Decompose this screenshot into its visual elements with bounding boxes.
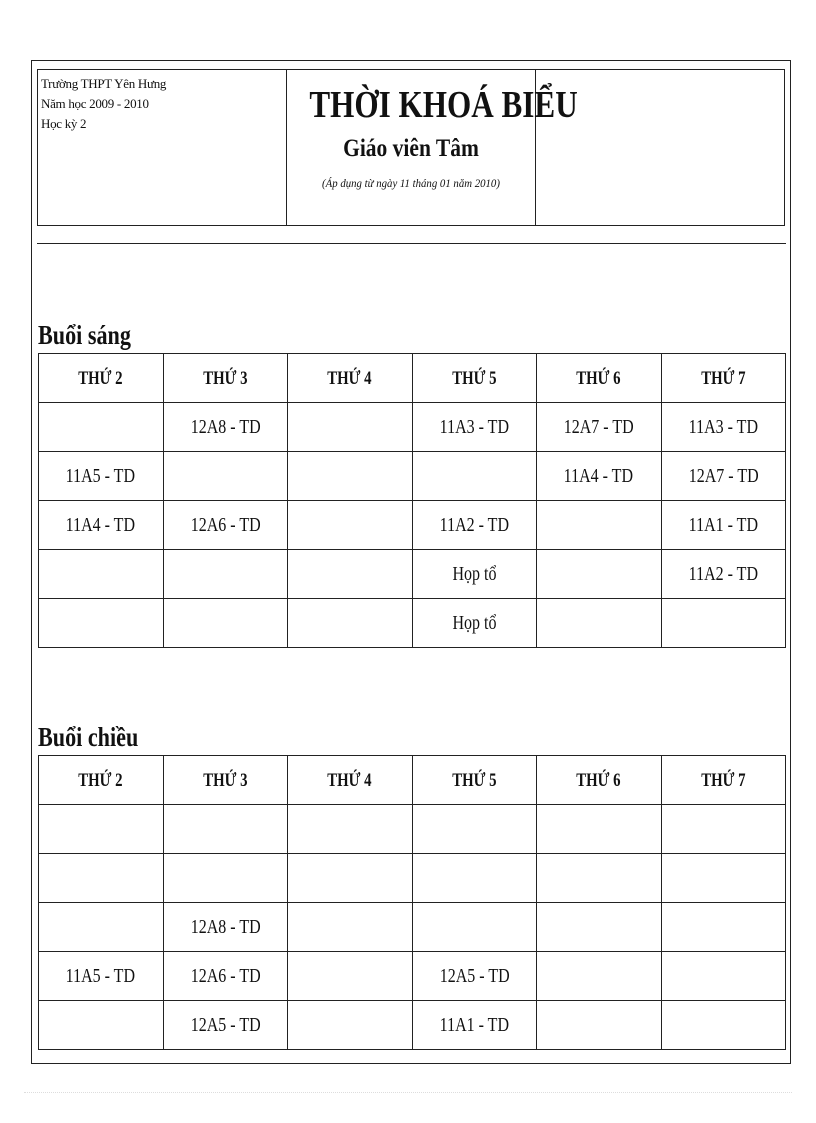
class-entry: 11A5 - TD [66,964,136,987]
schedule-cell [661,903,786,952]
class-entry: 11A4 - TD [564,464,634,487]
class-entry: 11A1 - TD [439,1013,509,1036]
table-row [39,501,786,550]
schedule-cell [661,550,786,599]
schedule-cell [537,452,662,501]
schedule-cell [661,501,786,550]
header-box [37,69,785,226]
schedule-cell [163,952,288,1001]
schedule-cell [537,501,662,550]
school-info [38,70,287,225]
schedule-cell [661,599,786,648]
schedule-cell [412,903,537,952]
class-entry: 12A8 - TD [190,415,261,438]
footer-line [24,1092,792,1093]
class-entry: 11A4 - TD [66,513,136,536]
table-row [39,599,786,648]
schedule-cell [163,805,288,854]
day-header [537,354,662,403]
class-entry: 11A2 - TD [688,562,758,585]
schedule-cell [412,952,537,1001]
semester: Học kỳ 2 [41,116,87,131]
class-entry: 12A7 - TD [688,464,759,487]
morning-label: Buổi sáng [38,320,131,350]
schedule-cell [661,452,786,501]
table-row [39,550,786,599]
page-title: THỜI KHOÁ BIỂU [309,84,578,126]
table-row [39,403,786,452]
header-divider [37,243,786,244]
table-header-row [39,756,786,805]
afternoon-label: Buổi chiều [38,722,139,752]
schedule-cell [163,1001,288,1050]
schedule-cell [537,1001,662,1050]
class-entry: 12A6 - TD [190,964,261,987]
schedule-cell [39,599,164,648]
schedule-cell [39,952,164,1001]
day-header [537,756,662,805]
schedule-cell [537,952,662,1001]
schedule-cell [288,854,413,903]
schedule-cell [163,854,288,903]
title-block [287,70,578,225]
day-header-label: THỨ 5 [452,769,497,791]
schedule-cell [412,805,537,854]
day-header-label: THỨ 6 [576,367,621,389]
table-header-row [39,354,786,403]
schedule-cell [412,550,537,599]
day-header-label: THỨ 3 [203,367,248,389]
teacher-name: Giáo viên Tâm [343,135,479,162]
schedule-cell [163,550,288,599]
day-header [661,354,786,403]
day-header-label: THỨ 7 [701,367,746,389]
class-entry: 11A2 - TD [439,513,509,536]
schedule-cell [537,599,662,648]
schedule-cell [39,903,164,952]
schedule-cell [412,854,537,903]
day-header [39,756,164,805]
day-header-label: THỨ 7 [701,769,746,791]
class-entry: Họp tổ [452,611,497,634]
day-header-label: THỨ 4 [327,769,372,791]
schedule-cell [163,599,288,648]
table-row [39,903,786,952]
class-entry: Họp tổ [452,562,497,585]
schedule-cell [661,854,786,903]
schedule-cell [288,805,413,854]
schedule-cell [39,403,164,452]
schedule-cell [288,501,413,550]
schedule-cell [288,599,413,648]
class-entry: 12A5 - TD [439,964,510,987]
schedule-cell [39,452,164,501]
table-row [39,952,786,1001]
class-entry: 11A1 - TD [688,513,758,536]
schedule-cell [661,805,786,854]
schedule-cell [39,501,164,550]
schedule-cell [39,854,164,903]
day-header [39,354,164,403]
schedule-cell [288,403,413,452]
class-entry: 11A3 - TD [688,415,758,438]
morning-schedule-table [38,353,786,648]
schedule-cell [288,550,413,599]
schedule-cell [412,452,537,501]
schedule-cell [39,805,164,854]
schedule-cell [412,599,537,648]
schedule-cell [39,550,164,599]
day-header [412,354,537,403]
class-entry: 12A5 - TD [190,1013,261,1036]
schedule-cell [163,501,288,550]
day-header-label: THỨ 2 [78,769,123,791]
schedule-cell [537,550,662,599]
day-header [661,756,786,805]
schedule-cell [412,501,537,550]
day-header-label: THỨ 2 [78,367,123,389]
day-header [288,354,413,403]
afternoon-schedule-table [38,755,786,1050]
day-header [163,756,288,805]
day-header-label: THỨ 6 [576,769,621,791]
day-header [163,354,288,403]
schedule-cell [288,1001,413,1050]
schedule-cell [288,952,413,1001]
schedule-cell [39,1001,164,1050]
day-header [288,756,413,805]
schedule-cell [537,854,662,903]
class-entry: 11A3 - TD [439,415,509,438]
table-row [39,452,786,501]
schedule-cell [661,403,786,452]
schedule-cell [537,903,662,952]
schedule-cell [288,452,413,501]
class-entry: 12A8 - TD [190,915,261,938]
schedule-cell [661,952,786,1001]
schedule-cell [163,452,288,501]
schedule-cell [288,903,413,952]
school-name: Trường THPT Yên Hưng [41,76,167,91]
day-header-label: THỨ 3 [203,769,248,791]
day-header-label: THỨ 4 [327,367,372,389]
schedule-cell [163,403,288,452]
table-row [39,805,786,854]
schedule-cell [163,903,288,952]
schedule-cell [412,1001,537,1050]
schedule-cell [661,1001,786,1050]
schedule-cell [537,403,662,452]
schedule-cell [537,805,662,854]
day-header [412,756,537,805]
table-row [39,1001,786,1050]
class-entry: 11A5 - TD [66,464,136,487]
day-header-label: THỨ 5 [452,367,497,389]
effective-date-note: (Áp dụng từ ngày 11 tháng 01 năm 2010) [322,176,500,190]
class-entry: 12A7 - TD [563,415,634,438]
class-entry: 12A6 - TD [190,513,261,536]
schedule-cell [412,403,537,452]
table-row [39,854,786,903]
school-year: Năm học 2009 - 2010 [41,96,149,111]
